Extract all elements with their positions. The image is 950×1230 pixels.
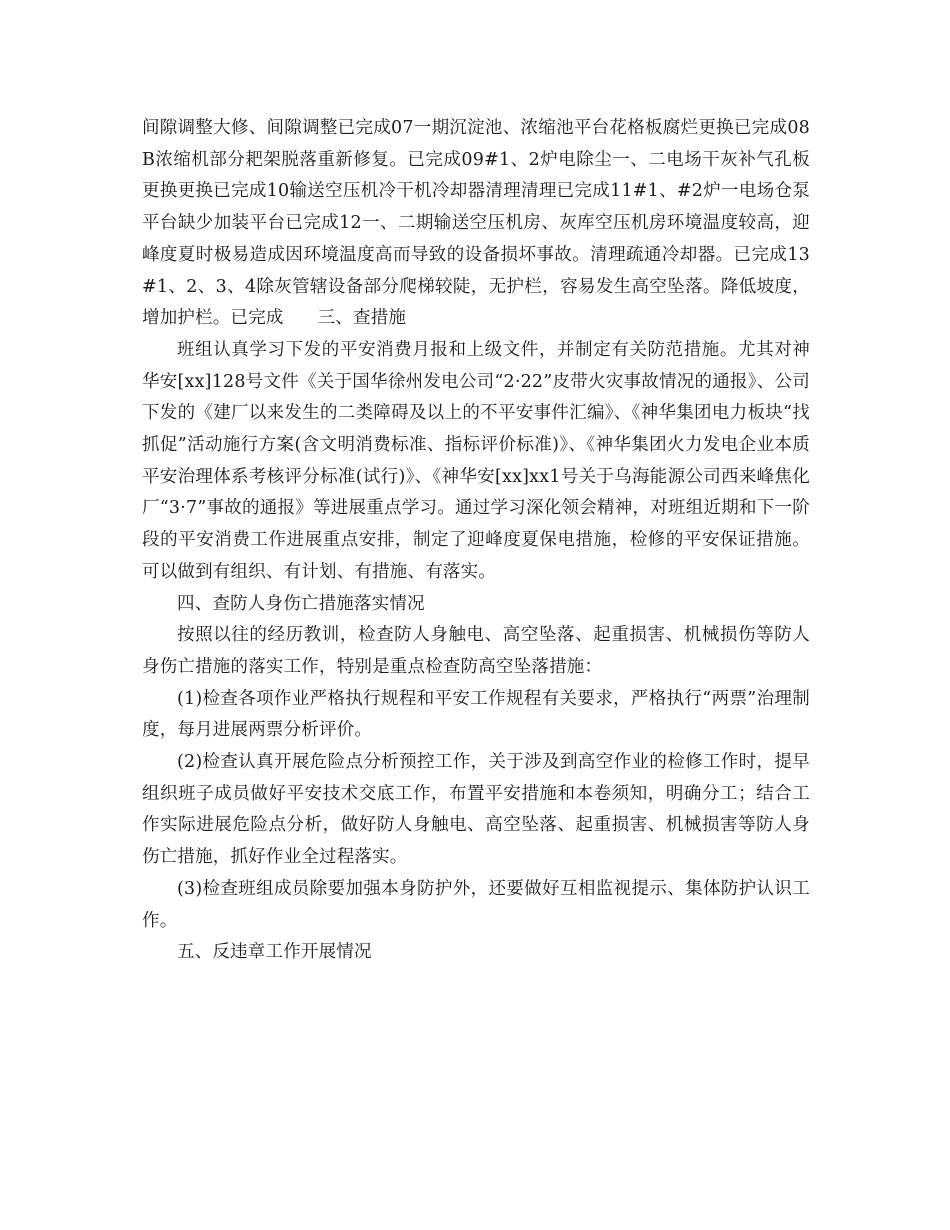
paragraph-study-measures: 班组认真学习下发的平安消费月报和上级文件，并制定有关防范措施。尤其对神华安[xx]128号文件《关于国华徐州发电公司“2·22”皮带火灾事故情况的通报》、公司下发的《建厂以来发生的二类障碍及以上的不平安事件汇编》、《神华集团电力板块“找抓促”活动施行方案(含文明消费标准、指标评价标准)》、《神华集团火力发电企业本质平安治理体系考核评分标准(试行)》、《神华安[xx]xx1号关于乌海能源公司西来峰焦化厂“3·7”事故的通报》等进展重点学习。通过学习深化领会精神，对班组近期和下一阶段的平安消费工作进展重点安排，制定了迎峰度夏保电措施，检修的平安保证措施。可以做到有组织、有计划、有措施、有落实。 <box>142 339 810 582</box>
list-item-1: (1)检查各项作业严格执行规程和平安工作规程有关要求，严格执行“两票”治理制度，每月进展两票分析评价。 <box>142 688 810 741</box>
section-4-heading: 四、查防人身伤亡措施落实情况 <box>177 593 425 614</box>
completed-items-text: 间隙调整大修、间隙调整已完成07一期沉淀池、浓缩池平台花格板腐烂更换已完成08B浓缩机部分耙架脱落重新修复。已完成09#1、2炉电除尘一、二电场干灰补气孔板更换更换已完成10输送空压机冷干机冷却器清理清理已完成11#1、#2炉一电场仓泵平台缺少加装平台已完成12一、二期输送空压机房、灰库空压机房环境温度较高，迎峰度夏时极易造成因环境温度高而导致的设备损坏事故。清理疏通冷却器。已完成13#1、2、3、4除灰管辖设备部分爬梯较陡，无护栏，容易发生高空坠落。降低坡度，增加护栏。已完成 <box>142 118 810 329</box>
list-item-2: (2)检查认真开展危险点分析预控工作，关于涉及到高空作业的检修工作时，提早组织班子成员做好平安技术交底工作，布置平安措施和本卷须知，明确分工；结合工作实际进展危险点分析，做好防人身触电、高空坠落、起重损害、机械损害等防人身伤亡措施，抓好作业全过程落实。 <box>142 752 810 868</box>
paragraph-injury-prevention: 按照以往的经历教训，检查防人身触电、高空坠落、起重损害、机械损伤等防人身伤亡措施的落实工作，特别是重点检查防高空坠落措施： <box>142 625 810 677</box>
section-5-heading: 五、反违章工作开展情况 <box>177 942 372 963</box>
paragraph-completed-items <box>142 113 810 335</box>
document-body <box>142 113 810 969</box>
section-3-heading: 三、查措施 <box>317 308 407 329</box>
list-item-3: (3)检查班组成员除要加强本身防护外，还要做好互相监视提示、集体防护认识工作。 <box>142 878 810 931</box>
